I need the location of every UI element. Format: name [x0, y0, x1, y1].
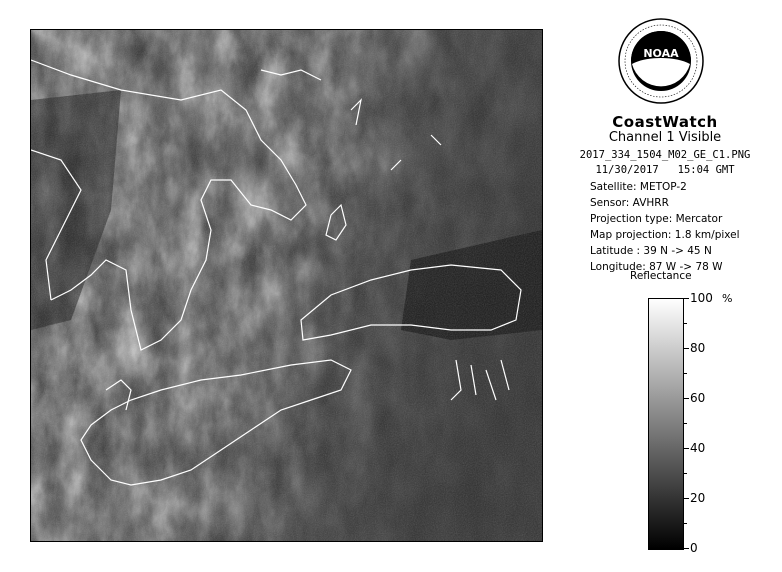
svg-text:NOAA: NOAA [643, 47, 679, 60]
colorbar-tick-label: 40 [690, 441, 706, 455]
image-grain [31, 30, 542, 541]
colorbar-tick-label: 60 [690, 391, 706, 405]
colorbar-tick-label: 0 [690, 541, 698, 555]
reflectance-colorbar [648, 298, 684, 550]
image-date: 11/30/2017 [595, 164, 659, 176]
colorbar-minor-tick [684, 423, 687, 424]
longitude-label: Longitude: 87 W -> 78 W [590, 261, 723, 273]
image-time: 15:04 GMT [677, 164, 735, 176]
satellite-label: Satellite: METOP-2 [590, 181, 687, 193]
noaa-seal-icon [618, 18, 704, 104]
latitude-label: Latitude : 39 N -> 45 N [590, 245, 712, 257]
map-projection-label: Map projection: 1.8 km/pixel [590, 229, 740, 241]
sensor-label: Sensor: AVHRR [590, 197, 669, 209]
satellite-image-icon [31, 30, 542, 541]
image-datetime [560, 162, 770, 179]
satellite-map[interactable] [30, 29, 543, 542]
colorbar-minor-tick [684, 323, 687, 324]
legend-unit: % [722, 292, 733, 305]
channel-subtitle: Channel 1 Visible [608, 130, 722, 145]
colorbar-minor-tick [684, 473, 687, 474]
colorbar-tick [684, 398, 689, 399]
colorbar-tick [684, 298, 689, 299]
colorbar-tick-label: 100 [690, 291, 713, 305]
colorbar-tick [684, 448, 689, 449]
colorbar-tick [684, 498, 689, 499]
noaa-logo [618, 18, 704, 104]
colorbar-tick-label: 80 [690, 341, 706, 355]
colorbar-tick-label: 20 [690, 491, 706, 505]
colorbar-tick [684, 348, 689, 349]
projection-type-label: Projection type: Mercator [590, 213, 723, 225]
product-title: CoastWatch [612, 113, 718, 131]
colorbar-minor-tick [684, 373, 687, 374]
colorbar-tick [684, 548, 689, 549]
legend-title: Reflectance [630, 270, 692, 282]
image-filename: 2017_334_1504_M02_GE_C1.PNG [579, 149, 751, 161]
colorbar-minor-tick [684, 523, 687, 524]
